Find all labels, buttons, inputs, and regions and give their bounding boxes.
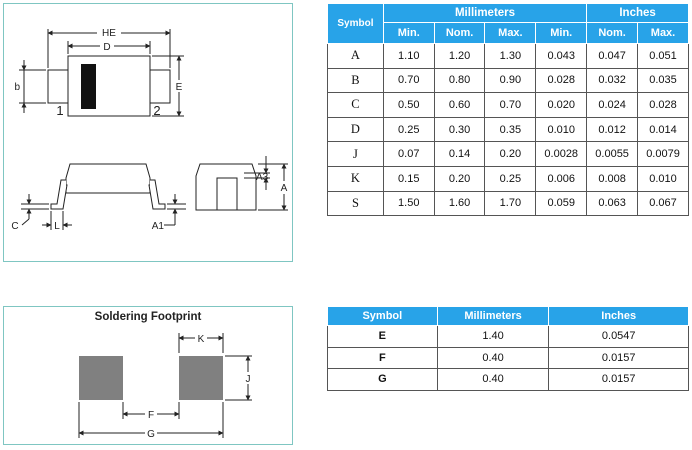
lead-left-top xyxy=(48,70,69,103)
table-cell: 0.25 xyxy=(383,117,434,142)
label-a: A xyxy=(280,183,288,194)
millimeters-header: Millimeters xyxy=(383,4,586,23)
table-cell: 0.0028 xyxy=(536,142,587,167)
footprint-table xyxy=(327,306,689,391)
table-cell: 0.020 xyxy=(536,93,587,118)
table-cell: 0.0157 xyxy=(549,369,689,391)
table-cell: 1.10 xyxy=(383,44,434,69)
table-cell: 0.006 xyxy=(536,166,587,191)
table-row xyxy=(328,191,689,216)
lead-right-side xyxy=(149,180,165,209)
table-cell: S xyxy=(328,191,384,216)
table-cell: 0.70 xyxy=(383,68,434,93)
end-view xyxy=(196,156,288,210)
subheader-mm-min: Min. xyxy=(383,23,434,44)
label-c: C xyxy=(11,221,19,232)
table-row xyxy=(328,347,689,369)
label-k: K xyxy=(197,334,205,345)
table-cell: 0.043 xyxy=(536,44,587,69)
table-cell: 0.035 xyxy=(638,68,689,93)
footprint-pad-right xyxy=(179,356,223,400)
table-cell: 0.20 xyxy=(485,142,536,167)
subheader-mm-nom: Nom. xyxy=(434,23,485,44)
table-row xyxy=(328,117,689,142)
package-outline-drawing xyxy=(4,4,294,263)
table-cell: 0.067 xyxy=(638,191,689,216)
table-row xyxy=(328,326,689,348)
dimensions-symbol-header: Symbol xyxy=(328,4,384,44)
table-cell: 1.60 xyxy=(434,191,485,216)
table-cell: 0.20 xyxy=(434,166,485,191)
lead-end xyxy=(217,178,237,210)
table-cell: 1.70 xyxy=(485,191,536,216)
label-f: F xyxy=(147,410,155,421)
table-cell: 0.047 xyxy=(587,44,638,69)
subheader-in-nom: Nom. xyxy=(587,23,638,44)
label-a3: A3 xyxy=(256,172,269,183)
table-cell: 0.010 xyxy=(638,166,689,191)
table-cell: 0.14 xyxy=(434,142,485,167)
table-row xyxy=(328,369,689,391)
table-cell: F xyxy=(328,347,438,369)
table-cell: 0.010 xyxy=(536,117,587,142)
subheader-mm-max: Max. xyxy=(485,23,536,44)
soldering-footprint-drawing xyxy=(4,307,294,446)
table-cell: 0.60 xyxy=(434,93,485,118)
table-cell: 0.35 xyxy=(485,117,536,142)
label-he: HE xyxy=(102,28,116,39)
table-cell: E xyxy=(328,326,438,348)
table-row xyxy=(328,44,689,69)
table-cell: 1.50 xyxy=(383,191,434,216)
table-cell: 1.20 xyxy=(434,44,485,69)
label-l: L xyxy=(54,221,60,232)
table-cell: 0.008 xyxy=(587,166,638,191)
dimensions-group-header-row xyxy=(328,4,689,23)
table-cell: 0.032 xyxy=(587,68,638,93)
table-cell: 0.0055 xyxy=(587,142,638,167)
package-outline-panel xyxy=(3,3,293,262)
table-cell: 0.70 xyxy=(485,93,536,118)
label-d: D xyxy=(103,42,111,53)
label-b: b xyxy=(14,82,20,93)
table-cell: 0.07 xyxy=(383,142,434,167)
table-cell: 0.50 xyxy=(383,93,434,118)
dimensions-table xyxy=(327,3,689,216)
subheader-in-min: Min. xyxy=(536,23,587,44)
table-cell: 1.40 xyxy=(437,326,549,348)
table-cell: C xyxy=(328,93,384,118)
table-cell: 0.012 xyxy=(587,117,638,142)
footprint-millimeters-header: Millimeters xyxy=(437,307,549,326)
table-cell: A xyxy=(328,44,384,69)
label-g: G xyxy=(147,429,155,440)
table-cell: 0.80 xyxy=(434,68,485,93)
table-cell: 0.40 xyxy=(437,369,549,391)
table-cell: 0.0157 xyxy=(549,347,689,369)
table-cell: 0.028 xyxy=(536,68,587,93)
table-cell: K xyxy=(328,166,384,191)
label-pin-2: 2 xyxy=(153,103,161,118)
table-row xyxy=(328,68,689,93)
lead-right-top xyxy=(149,70,170,103)
package-body-side xyxy=(66,164,150,193)
table-cell: 0.25 xyxy=(485,166,536,191)
label-j: J xyxy=(245,374,251,385)
table-cell: B xyxy=(328,68,384,93)
table-cell: G xyxy=(328,369,438,391)
table-cell: 0.051 xyxy=(638,44,689,69)
table-cell: 0.028 xyxy=(638,93,689,118)
table-cell: 0.014 xyxy=(638,117,689,142)
footprint-title: Soldering Footprint xyxy=(94,311,202,323)
table-row xyxy=(328,93,689,118)
table-cell: 0.90 xyxy=(485,68,536,93)
footprint-symbol-header: Symbol xyxy=(328,307,438,326)
footprint-pad-left xyxy=(79,356,123,400)
table-cell: D xyxy=(328,117,384,142)
subheader-in-max: Max. xyxy=(638,23,689,44)
table-cell: 0.0547 xyxy=(549,326,689,348)
package-body-top xyxy=(68,56,150,116)
label-e: E xyxy=(175,82,183,93)
table-cell: J xyxy=(328,142,384,167)
table-row xyxy=(328,142,689,167)
table-cell: 0.063 xyxy=(587,191,638,216)
cathode-band xyxy=(81,64,96,109)
label-pin-1: 1 xyxy=(56,103,64,118)
table-cell: 0.15 xyxy=(383,166,434,191)
table-cell: 0.30 xyxy=(434,117,485,142)
table-cell: 0.059 xyxy=(536,191,587,216)
table-cell: 0.0079 xyxy=(638,142,689,167)
lead-left-side xyxy=(51,180,67,209)
table-cell: 1.30 xyxy=(485,44,536,69)
inches-header: Inches xyxy=(587,4,689,23)
table-row xyxy=(328,166,689,191)
footprint-inches-header: Inches xyxy=(549,307,689,326)
footprint-header-row xyxy=(328,307,689,326)
soldering-footprint-panel xyxy=(3,306,293,445)
table-cell: 0.40 xyxy=(437,347,549,369)
label-a1: A1 xyxy=(151,221,164,232)
table-cell: 0.024 xyxy=(587,93,638,118)
